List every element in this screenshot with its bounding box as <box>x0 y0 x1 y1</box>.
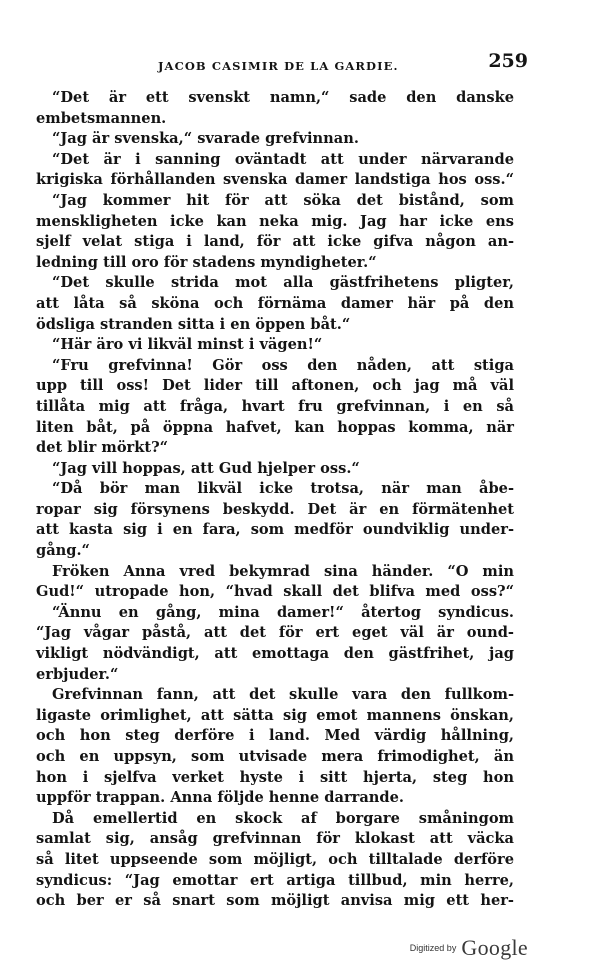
text-line: menskligheten icke kan neka mig. Jag har icke ens <box>36 212 514 230</box>
text-line: det blir mörkt?“ <box>36 439 169 457</box>
running-title: JACOB CASIMIR DE LA GARDIE. <box>158 59 399 73</box>
text-line: hon i sjelfva verket hyste i sitt hjerta, steg hon <box>36 768 514 786</box>
text-line: syndicus: “Jag emottar ert artiga tillbud, min herre, <box>36 871 514 889</box>
text-line: sjelf velat stiga i land, för att icke gifva någon an- <box>36 233 514 251</box>
text-line: ödsliga stranden sitta i en öppen båt.“ <box>36 315 351 333</box>
text-line: embetsmannen. <box>36 109 167 127</box>
text-line: “Jag vågar påstå, att det för ert eget väl är ound- <box>36 624 514 642</box>
text-line: “Jag kommer hit för att söka det bistånd, som <box>52 191 514 209</box>
text-line: och hon steg derföre i land. Med värdig hållning, <box>36 727 514 745</box>
text-line: uppför trappan. Anna följde henne darrande. <box>36 789 404 807</box>
text-line: “Det är i sanning oväntadt att under närvarande <box>52 150 514 168</box>
text-line: erbjuder.“ <box>36 665 119 683</box>
text-line: och en uppsyn, som utvisade mera frimodighet, än <box>36 748 514 765</box>
page-header <box>38 50 528 76</box>
text-line: “Jag vill hoppas, att Gud hjelper oss.“ <box>52 459 360 477</box>
text-line: Då emellertid en skock af borgare småningom <box>52 809 514 827</box>
text-line: krigiska förhållanden svenska damer landstiga hos oss.“ <box>36 171 514 189</box>
text-line: och ber er så snart som möjligt anvisa mig ett her- <box>36 892 514 910</box>
text-line: gång.“ <box>36 542 90 560</box>
text-line: ledning till oro för stadens myndigheter.“ <box>36 253 377 271</box>
text-line: “Då bör man likväl icke trotsa, när man åbe- <box>52 480 514 498</box>
text-line: “Jag är svenska,“ svarade grefvinnan. <box>52 130 359 148</box>
text-line: så litet uppseende som möjligt, och tilltalade derföre <box>36 850 514 868</box>
text-line: “Fru grefvinna! Gör oss den nåden, att stiga <box>52 356 514 374</box>
text-line: “Ännu en gång, mina damer!“ återtog syndicus. <box>52 603 514 621</box>
text-line: vikligt nödvändigt, att emottaga den gästfrihet, jag <box>36 645 514 663</box>
google-wordmark: Google <box>461 935 528 960</box>
text-line: samlat sig, ansåg grefvinnan för klokast att väcka <box>36 830 514 848</box>
page-number: 259 <box>488 50 528 72</box>
text-line: ligaste orimlighet, att sätta sig emot mannens önskan, <box>36 706 514 724</box>
digitized-by-google-watermark <box>410 935 528 961</box>
text-line: att låta så sköna och förnäma damer här på den <box>36 294 514 312</box>
text-line: att kasta sig i en fara, som medför oundviklig under- <box>36 521 514 539</box>
text-line: upp till oss! Det lider till aftonen, och jag må väl <box>36 377 514 395</box>
text-line: liten båt, på öppna hafvet, kan hoppas komma, när <box>36 418 514 436</box>
text-line: “Det skulle strida mot alla gästfrihetens pligter, <box>52 274 514 292</box>
page-body <box>36 88 514 912</box>
text-line: tillåta mig att fråga, hvart fru grefvinnan, i en så <box>36 397 514 415</box>
text-line: Grefvinnan fann, att det skulle vara den fullkom- <box>52 686 514 704</box>
digitized-by-label: Digitized by <box>409 943 457 953</box>
text-line: “Här äro vi likväl minst i vägen!“ <box>52 336 323 354</box>
text-line: ropar sig försynens beskydd. Det är en förmätenhet <box>36 500 514 518</box>
text-line: Gud!“ utropade hon, “hvad skall det blifva med oss?“ <box>36 583 514 601</box>
text-line: Fröken Anna vred bekymrad sina händer. “O min <box>52 562 514 580</box>
text-line: “Det är ett svenskt namn,“ sade den danske <box>52 89 514 106</box>
